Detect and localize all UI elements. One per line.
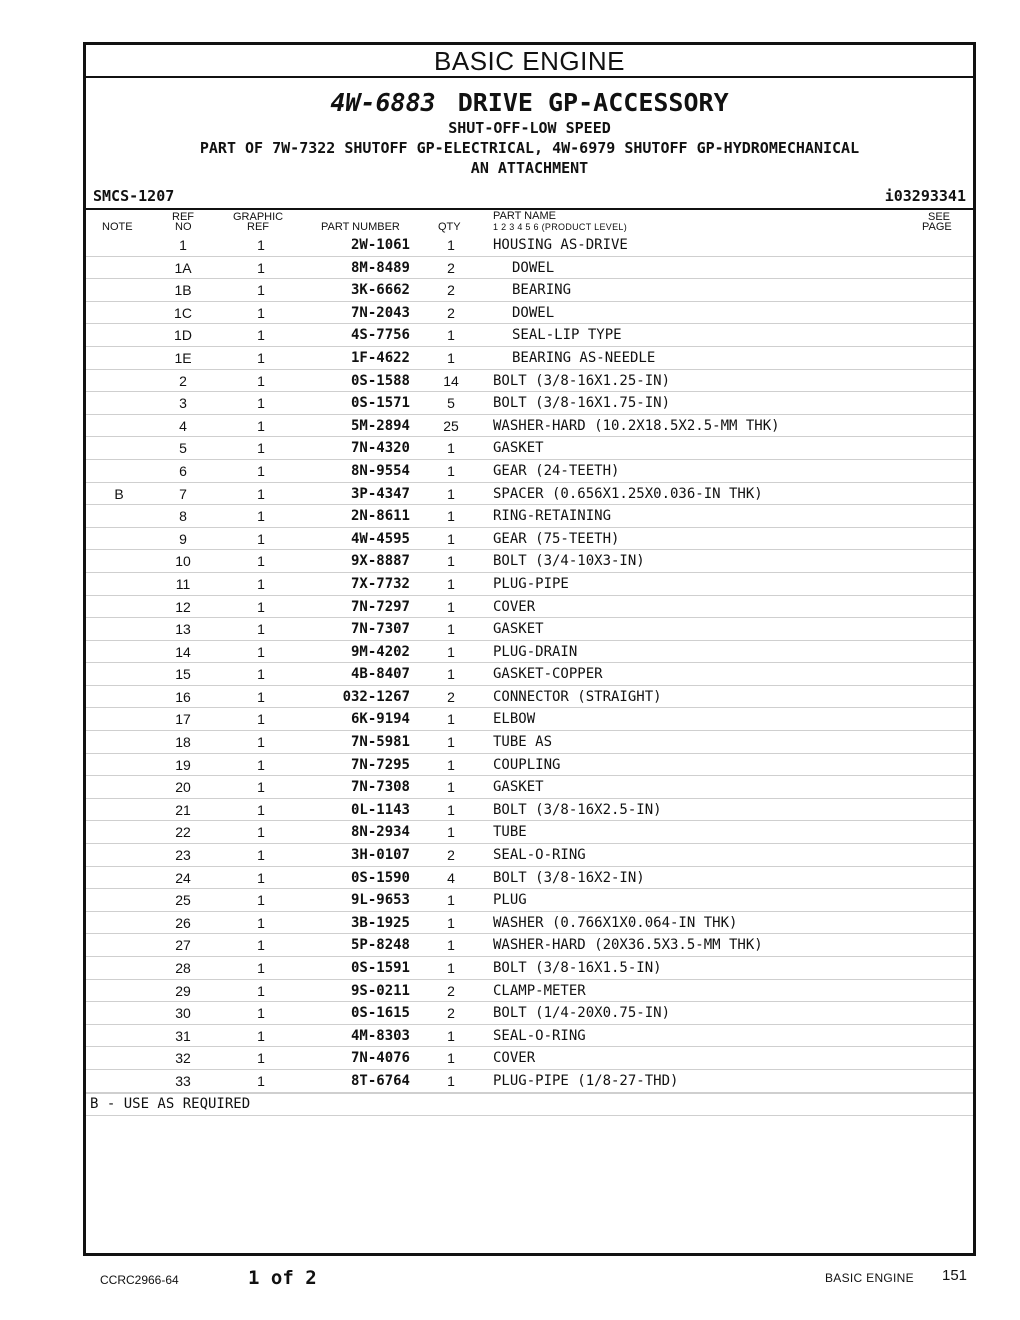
graphic-ref-cell: 1 [257, 553, 265, 570]
footer-doc-code: CCRC2966-64 [100, 1273, 179, 1287]
part-name-cell: PLUG-DRAIN [493, 643, 578, 660]
ref-no-cell: 1A [174, 259, 192, 276]
table-row [86, 415, 973, 438]
part-name-cell: BOLT (3/4-10X3-IN) [493, 553, 645, 570]
part-number-cell: 032-1267 [342, 688, 410, 705]
graphic-ref-cell: 1 [257, 282, 265, 299]
part-number-cell: 2N-8611 [350, 508, 410, 525]
part-name-cell: SEAL-O-RING [493, 1027, 586, 1044]
part-name-cell: GASKET-COPPER [493, 666, 603, 683]
ref-no-cell: 22 [175, 824, 191, 841]
table-row [86, 686, 973, 709]
part-number-cell: 4W-4595 [350, 530, 410, 547]
graphic-ref-cell: 1 [257, 372, 265, 389]
qty-cell: 2 [447, 847, 455, 864]
graphic-ref-cell: 1 [257, 621, 265, 638]
part-number-cell: 7X-7732 [350, 575, 410, 592]
qty-cell: 1 [447, 508, 455, 525]
part-number-cell: 4S-7756 [350, 327, 410, 344]
table-row [86, 257, 973, 280]
graphic-ref-cell: 1 [257, 327, 265, 344]
graphic-ref-cell: 1 [257, 892, 265, 909]
part-number-cell: 9L-9653 [350, 892, 410, 909]
part-number-cell: 0S-1571 [350, 395, 410, 412]
graphic-ref-cell: 1 [257, 756, 265, 773]
table-row [86, 1025, 973, 1048]
table-row [86, 731, 973, 754]
table-row [86, 618, 973, 641]
part-name-cell: COUPLING [493, 756, 561, 773]
smcs-row [86, 186, 973, 208]
ref-no-cell: 33 [175, 1072, 191, 1089]
qty-cell: 1 [447, 756, 455, 773]
part-name-cell: CLAMP-METER [493, 982, 586, 999]
graphic-ref-cell: 1 [257, 237, 265, 253]
part-name-cell: COVER [493, 598, 536, 615]
graphic-ref-cell: 1 [257, 914, 265, 931]
graphic-ref-cell: 1 [257, 643, 265, 660]
graphic-ref-cell: 1 [257, 869, 265, 886]
part-name-cell: GASKET [493, 779, 544, 796]
qty-cell: 1 [447, 621, 455, 638]
graphic-ref-cell: 1 [257, 801, 265, 818]
group-title [86, 88, 973, 118]
qty-cell: 1 [447, 643, 455, 660]
ref-no-cell: 1C [174, 304, 192, 321]
table-row [86, 437, 973, 460]
qty-cell: 1 [447, 914, 455, 931]
qty-cell: 1 [447, 1072, 455, 1089]
qty-cell: 1 [447, 1050, 455, 1067]
part-name-cell: SPACER (0.656X1.25X0.036-IN THK) [493, 485, 763, 502]
section-title: BASIC ENGINE [86, 45, 973, 78]
col-part-number: PART NUMBER [321, 221, 400, 233]
note-text: B - USE AS REQUIRED [90, 1095, 251, 1112]
part-name-cell: BOLT (1/4-20X0.75-IN) [493, 1005, 671, 1022]
part-number-cell: 8M-8489 [350, 259, 410, 276]
part-name-cell: TUBE AS [493, 734, 553, 751]
group-part-number: 4W-6883 [330, 88, 436, 117]
part-name-cell: BOLT (3/8-16X1.5-IN) [493, 960, 662, 976]
qty-cell: 1 [447, 553, 455, 570]
qty-cell: 1 [447, 734, 455, 751]
qty-cell: 1 [447, 485, 455, 502]
part-number-cell: 8T-6764 [350, 1072, 410, 1089]
graphic-ref-cell: 1 [257, 304, 265, 321]
part-name-cell: DOWEL [512, 304, 555, 321]
table-row [86, 844, 973, 867]
ref-no-cell: 25 [175, 892, 191, 909]
part-name-cell: BOLT (3/8-16X1.75-IN) [493, 395, 671, 412]
qty-cell: 2 [447, 259, 455, 276]
part-number-cell: 7N-2043 [350, 304, 410, 321]
ref-no-cell: 1D [174, 327, 192, 344]
part-name-cell: BEARING AS-NEEDLE [512, 349, 656, 366]
ref-no-cell: 4 [179, 417, 187, 434]
footer-page-number: 151 [942, 1267, 968, 1284]
table-row [86, 596, 973, 619]
group-name: DRIVE GP-ACCESSORY [457, 88, 729, 117]
part-number-cell: 7N-7307 [350, 621, 410, 638]
table-row [86, 641, 973, 664]
graphic-ref-cell: 1 [257, 982, 265, 999]
ref-no-cell: 32 [175, 1050, 191, 1067]
col-see-top: SEE [928, 211, 951, 223]
part-name-cell: WASHER (0.766X1X0.064-IN THK) [493, 914, 738, 931]
part-number-cell: 0S-1590 [350, 869, 410, 886]
graphic-ref-cell: 1 [257, 508, 265, 525]
graphic-ref-cell: 1 [257, 259, 265, 276]
title-block [86, 88, 973, 178]
qty-cell: 1 [447, 349, 455, 366]
part-number-cell: 4B-8407 [350, 666, 410, 683]
table-row [86, 912, 973, 935]
part-name-cell: GASKET [493, 440, 544, 457]
part-name-cell: PLUG-PIPE (1/8-27-THD) [493, 1072, 679, 1089]
part-name-cell: GEAR (24-TEETH) [493, 462, 620, 479]
ref-no-cell: 16 [175, 688, 191, 705]
ref-no-cell: 29 [175, 982, 191, 999]
ref-no-cell: 7 [179, 485, 187, 502]
table-row [86, 302, 973, 325]
graphic-ref-cell: 1 [257, 688, 265, 705]
table-row [86, 505, 973, 528]
notes-section [86, 1093, 973, 1116]
ref-no-cell: 10 [175, 553, 191, 570]
note-row [86, 1094, 973, 1116]
qty-cell: 2 [447, 982, 455, 999]
graphic-ref-cell: 1 [257, 1050, 265, 1067]
part-name-cell: WASHER-HARD (20X36.5X3.5-MM THK) [493, 937, 763, 954]
table-row [86, 663, 973, 686]
table-row [86, 1070, 973, 1093]
part-name-cell: DOWEL [512, 259, 555, 276]
parts-table [86, 234, 973, 1093]
part-number-cell: 6K-9194 [350, 711, 410, 728]
ref-no-cell: 17 [175, 711, 191, 728]
part-name-cell: COVER [493, 1050, 536, 1067]
ref-no-cell: 31 [175, 1027, 191, 1044]
table-row [86, 483, 973, 506]
column-headers [86, 210, 973, 234]
graphic-ref-cell: 1 [257, 734, 265, 751]
qty-cell: 1 [447, 1027, 455, 1044]
table-row [86, 957, 973, 980]
graphic-ref-cell: 1 [257, 779, 265, 796]
title-line-1: SHUT-OFF-LOW SPEED [448, 119, 611, 137]
smcs-code: SMCS-1207 [93, 187, 175, 205]
ref-no-cell: 3 [179, 395, 187, 412]
part-number-cell: 0S-1588 [350, 372, 410, 389]
qty-cell: 1 [447, 824, 455, 841]
part-number-cell: 4M-8303 [350, 1027, 410, 1044]
qty-cell: 1 [447, 440, 455, 457]
part-name-cell: PLUG [493, 892, 527, 909]
qty-cell: 1 [447, 575, 455, 592]
ref-no-cell: 9 [179, 530, 187, 547]
part-name-cell: GASKET [493, 621, 544, 638]
graphic-ref-cell: 1 [257, 1027, 265, 1044]
ref-no-cell: 13 [175, 621, 191, 638]
part-number-cell: 7N-7308 [350, 779, 410, 796]
illustration-id: i03293341 [884, 187, 966, 205]
part-number-cell: 3K-6662 [350, 282, 410, 299]
part-name-cell: PLUG-PIPE [493, 575, 569, 592]
table-row [86, 347, 973, 370]
table-row [86, 370, 973, 393]
graphic-ref-cell: 1 [257, 960, 265, 976]
part-name-cell: GEAR (75-TEETH) [493, 530, 620, 547]
qty-cell: 1 [447, 598, 455, 615]
graphic-ref-cell: 1 [257, 462, 265, 479]
ref-no-cell: 26 [175, 914, 191, 931]
graphic-ref-cell: 1 [257, 1005, 265, 1022]
note-cell: B [114, 485, 124, 502]
qty-cell: 1 [447, 327, 455, 344]
qty-cell: 1 [447, 892, 455, 909]
table-row [86, 392, 973, 415]
ref-no-cell: 1 [179, 237, 187, 253]
part-name-cell: BOLT (3/8-16X2.5-IN) [493, 801, 662, 818]
qty-cell: 2 [447, 282, 455, 299]
qty-cell: 1 [447, 237, 455, 253]
qty-cell: 14 [443, 372, 459, 389]
ref-no-cell: 2 [179, 372, 187, 389]
part-number-cell: 7N-7297 [350, 598, 410, 615]
qty-cell: 1 [447, 801, 455, 818]
part-number-cell: 7N-5981 [350, 734, 410, 751]
title-line-3: AN ATTACHMENT [470, 159, 589, 177]
part-number-cell: 3H-0107 [350, 847, 410, 864]
qty-cell: 2 [447, 1005, 455, 1022]
graphic-ref-cell: 1 [257, 666, 265, 683]
part-number-cell: 3P-4347 [350, 485, 410, 502]
ref-no-cell: 5 [179, 440, 187, 457]
qty-cell: 5 [447, 395, 455, 412]
part-name-cell: SEAL-LIP TYPE [512, 327, 622, 344]
part-name-cell: WASHER-HARD (10.2X18.5X2.5-MM THK) [493, 417, 780, 434]
graphic-ref-cell: 1 [257, 711, 265, 728]
ref-no-cell: 1B [174, 282, 192, 299]
part-number-cell: 7N-4320 [350, 440, 410, 457]
table-row [86, 573, 973, 596]
table-row [86, 867, 973, 890]
part-number-cell: 0L-1143 [350, 801, 410, 818]
qty-cell: 4 [447, 869, 455, 886]
qty-cell: 1 [447, 666, 455, 683]
part-number-cell: 9M-4202 [350, 643, 410, 660]
part-number-cell: 0S-1591 [350, 960, 410, 976]
part-number-cell: 7N-7295 [350, 756, 410, 773]
graphic-ref-cell: 1 [257, 824, 265, 841]
col-ref-top: REF [172, 211, 194, 223]
table-row [86, 324, 973, 347]
qty-cell: 1 [447, 711, 455, 728]
table-row [86, 1047, 973, 1070]
col-graphic-bottom: REF [247, 221, 269, 233]
graphic-ref-cell: 1 [257, 395, 265, 412]
part-name-cell: BEARING [512, 282, 572, 299]
table-row [86, 889, 973, 912]
part-number-cell: 8N-9554 [350, 462, 410, 479]
table-row [86, 799, 973, 822]
qty-cell: 25 [443, 417, 459, 434]
part-number-cell: 3B-1925 [350, 914, 410, 931]
graphic-ref-cell: 1 [257, 847, 265, 864]
qty-cell: 1 [447, 530, 455, 547]
part-name-cell: CONNECTOR (STRAIGHT) [493, 688, 662, 705]
footer-section: BASIC ENGINE [825, 1271, 914, 1285]
graphic-ref-cell: 1 [257, 1072, 265, 1089]
table-row [86, 821, 973, 844]
col-graphic-top: GRAPHIC [233, 211, 284, 223]
table-row [86, 279, 973, 302]
qty-cell: 1 [447, 779, 455, 796]
part-number-cell: 7N-4076 [350, 1050, 410, 1067]
ref-no-cell: 1E [174, 349, 192, 366]
col-product-levels: 1 2 3 4 5 6 (PRODUCT LEVEL) [493, 222, 627, 232]
ref-no-cell: 28 [175, 960, 191, 976]
table-row [86, 754, 973, 777]
ref-no-cell: 11 [175, 575, 191, 592]
ref-no-cell: 12 [175, 598, 191, 615]
ref-no-cell: 20 [175, 779, 191, 796]
part-number-cell: 5P-8248 [350, 937, 410, 954]
graphic-ref-cell: 1 [257, 417, 265, 434]
ref-no-cell: 14 [175, 643, 191, 660]
ref-no-cell: 27 [175, 937, 191, 954]
col-part-name: PART NAME [493, 210, 556, 222]
ref-no-cell: 15 [175, 666, 191, 683]
part-name-cell: RING-RETAINING [493, 508, 612, 525]
page-footer [0, 1262, 1020, 1292]
part-name-cell: SEAL-O-RING [493, 847, 586, 864]
ref-no-cell: 18 [175, 734, 191, 751]
col-note: NOTE [102, 221, 133, 233]
col-see-bottom: PAGE [922, 221, 952, 233]
ref-no-cell: 24 [175, 869, 191, 886]
parts-list-frame [83, 42, 976, 1256]
part-number-cell: 5M-2894 [350, 417, 410, 434]
part-name-cell: TUBE [493, 824, 527, 841]
ref-no-cell: 8 [179, 508, 187, 525]
ref-no-cell: 30 [175, 1005, 191, 1022]
qty-cell: 1 [447, 960, 455, 976]
table-row [86, 1002, 973, 1025]
table-row [86, 776, 973, 799]
part-number-cell: 2W-1061 [350, 237, 410, 253]
ref-no-cell: 23 [175, 847, 191, 864]
part-number-cell: 0S-1615 [350, 1005, 410, 1022]
qty-cell: 2 [447, 304, 455, 321]
footer-page-of: 1 of 2 [248, 1267, 317, 1289]
table-row [86, 234, 973, 257]
part-name-cell: BOLT (3/8-16X1.25-IN) [493, 372, 671, 389]
qty-cell: 1 [447, 937, 455, 954]
graphic-ref-cell: 1 [257, 937, 265, 954]
graphic-ref-cell: 1 [257, 485, 265, 502]
table-row [86, 934, 973, 957]
col-ref-bottom: NO [175, 221, 192, 233]
part-name-cell: BOLT (3/8-16X2-IN) [493, 869, 645, 886]
qty-cell: 2 [447, 688, 455, 705]
part-number-cell: 9S-0211 [350, 982, 410, 999]
table-row [86, 980, 973, 1003]
ref-no-cell: 21 [175, 801, 191, 818]
part-name-cell: HOUSING AS-DRIVE [493, 237, 628, 253]
table-row [86, 708, 973, 731]
table-row [86, 550, 973, 573]
graphic-ref-cell: 1 [257, 440, 265, 457]
part-number-cell: 8N-2934 [350, 824, 410, 841]
ref-no-cell: 6 [179, 462, 187, 479]
part-number-cell: 9X-8887 [350, 553, 410, 570]
graphic-ref-cell: 1 [257, 598, 265, 615]
qty-cell: 1 [447, 462, 455, 479]
table-row [86, 528, 973, 551]
title-line-2: PART OF 7W-7322 SHUTOFF GP-ELECTRICAL, 4W-6979 SHUTOFF GP-HYDROMECHANICAL [199, 139, 860, 157]
graphic-ref-cell: 1 [257, 349, 265, 366]
col-qty: QTY [438, 221, 461, 233]
part-name-cell: ELBOW [493, 711, 536, 728]
table-row [86, 460, 973, 483]
graphic-ref-cell: 1 [257, 575, 265, 592]
part-number-cell: 1F-4622 [350, 349, 410, 366]
ref-no-cell: 19 [175, 756, 191, 773]
graphic-ref-cell: 1 [257, 530, 265, 547]
